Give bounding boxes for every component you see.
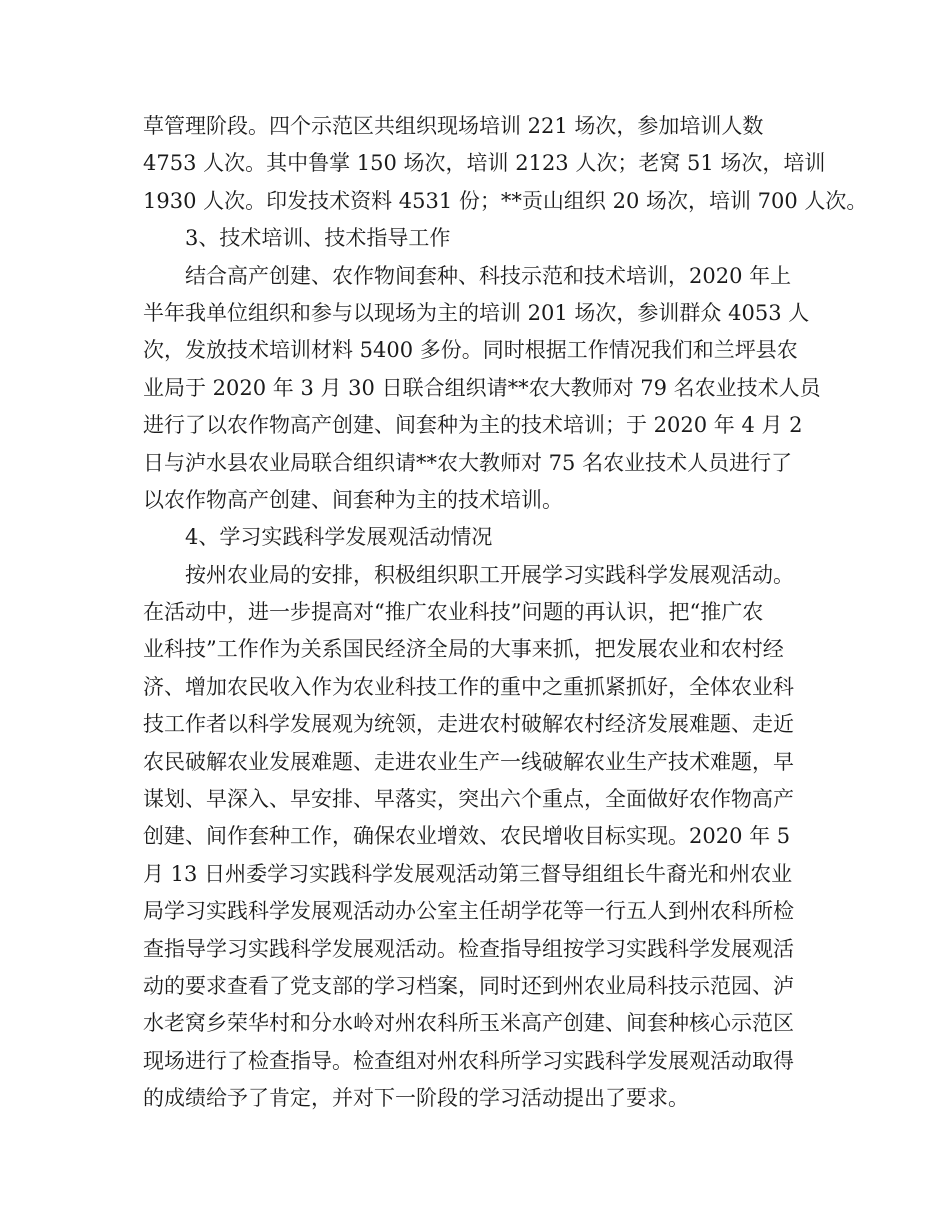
section-heading-4: 4、学习实践科学发展观活动情况 (185, 525, 493, 550)
text-line: 在活动中，进一步提高对“推广农业科技”问题的再认识，把“推广农 (143, 600, 764, 625)
text-line: 业科技”工作作为关系国民经济全局的大事来抓，把发展农业和农村经 (143, 637, 784, 662)
text-line: 4753 人次。其中鲁掌 150 场次，培训 2123 人次；老窝 51 场次，培训 (143, 151, 826, 176)
paragraph-start: 按州农业局的安排，积极组织职工开展学习实践科学发展观活动。 (185, 562, 794, 587)
text-line: 日与泸水县农业局联合组织请**农大教师对 75 名农业技术人员进行了 (143, 450, 793, 475)
text-line: 水老窝乡荣华村和分水岭对州农科所玉米高产创建、间套种核心示范区 (143, 1011, 794, 1036)
text-line: 半年我单位组织和参与以现场为主的培训 201 场次，参训群众 4053 人 (143, 300, 810, 325)
text-line: 的成绩给予了肯定，并对下一阶段的学习活动提出了要求。 (143, 1086, 689, 1111)
text-line: 谋划、早深入、早安排、早落实，突出六个重点，全面做好农作物高产 (143, 787, 794, 812)
text-line: 以农作物高产创建、间套种为主的技术培训。 (143, 487, 563, 512)
text-line: 月 13 日州委学习实践科学发展观活动第三督导组组长牛裔光和州农业 (143, 861, 793, 886)
text-line: 农民破解农业发展难题、走进农业生产一线破解农业生产技术难题，早 (143, 749, 794, 774)
text-line: 创建、间作套种工作，确保农业增效、农民增收目标实现。2020 年 5 (143, 824, 791, 849)
text-line: 1930 人次。印发技术资料 4531 份；**贡山组织 20 场次，培训 700 人次。 (143, 188, 868, 213)
section-heading-3: 3、技术培训、技术指导工作 (185, 226, 451, 251)
text-line: 动的要求查看了党支部的学习档案，同时还到州农业局科技示范园、泸 (143, 973, 794, 998)
text-line: 查指导学习实践科学发展观活动。检查指导组按学习实践科学发展观活 (143, 936, 794, 961)
document-body (143, 108, 868, 1118)
text-line: 业局于 2020 年 3 月 30 日联合组织请**农大教师对 79 名农业技术人员 (143, 375, 821, 400)
text-line: 现场进行了检查指导。检查组对州农科所学习实践科学发展观活动取得 (143, 1048, 794, 1073)
text-line: 局学习实践科学发展观活动办公室主任胡学花等一行五人到州农科所检 (143, 899, 794, 924)
text-line: 进行了以农作物高产创建、间套种为主的技术培训；于 2020 年 4 月 2 (143, 413, 803, 438)
paragraph-start: 结合高产创建、农作物间套种、科技示范和技术培训，2020 年上 (185, 263, 792, 288)
text-line: 次，发放技术培训材料 5400 多份。同时根据工作情况我们和兰坪县农 (143, 338, 798, 363)
text-line: 技工作者以科学发展观为统领，走进农村破解农村经济发展难题、走近 (143, 712, 794, 737)
text-line: 草管理阶段。四个示范区共组织现场培训 221 场次，参加培训人数 (143, 114, 764, 138)
text-line: 济、增加农民收入作为农业科技工作的重中之重抓紧抓好，全体农业科 (143, 674, 794, 699)
